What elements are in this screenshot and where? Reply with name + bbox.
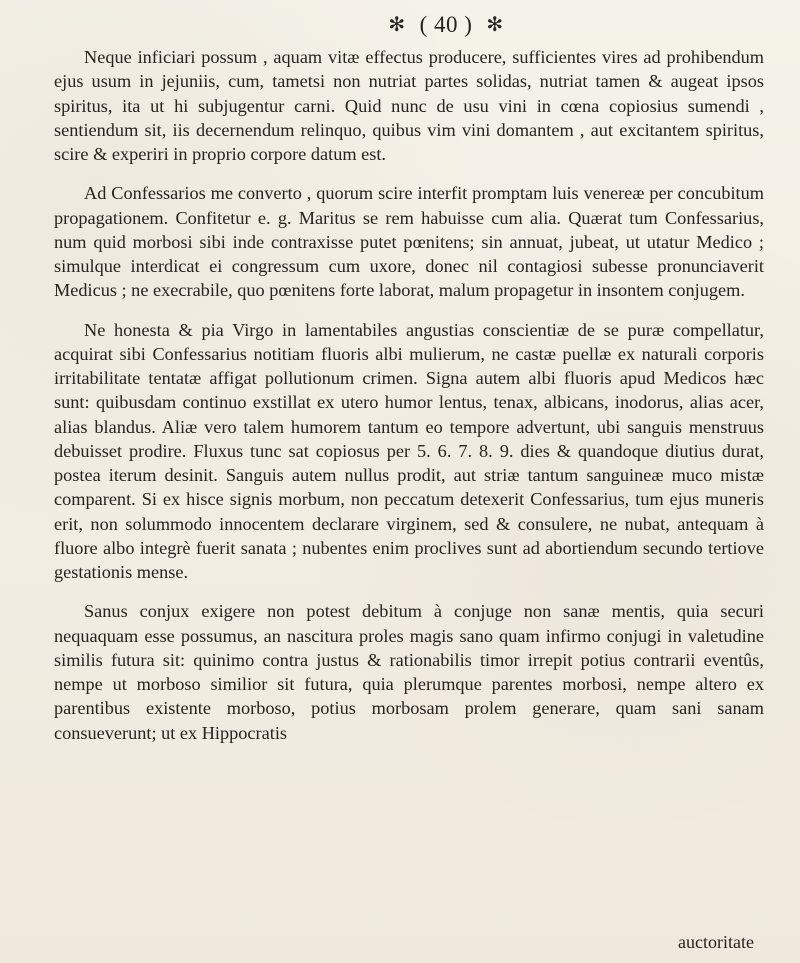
page-number: ( 40 ) [419, 12, 473, 37]
right-ornament-icon: ✻ [486, 14, 504, 36]
paragraph-sanus-conjux: Sanus conjux exigere non potest debitum à conjuge non sanæ mentis, quia securi nequaquam esse possumus, an nascitura proles magis sano quam infirmo conjugi in valetudine similis futura sit: quinimo contra justus & rationabilis timor irrepit potius contrarii eventûs, nempe ut morboso similior sit futura, quia plerumque parentes morbosi, nempe altero ex parentibus existente morboso, potius morbosam prolem generare, quam sani sanam consueverunt; ut ex Hippocratis [54, 601, 764, 743]
paragraph-confessarios: Ad Confessarios me converto , quorum scire interfit promptam luis venereæ per concubitum propagationem. Confitetur e. g. Maritus se rem habuisse cum alia. Quærat tum Confessarius, num quid morbosi sibi inde contraxisse putet pœnitens; sin annuat, jubeat, ut utatur Medico ; simulque interdicat ei congressum cum uxore, donec nil contagiosi subesse pronunciaverit Medicus ; ne execrabile, quo pœnitens forte laborat, malum propagetur in insontem conjugem. [54, 183, 764, 301]
page-header [136, 8, 756, 42]
body-text [54, 45, 764, 745]
paragraph-aqua-vitae: Neque inficiari possum , aquam vitæ effectus producere, sufficientes vires ad prohibendum ejus usum in jejuniis, cum, tametsi non nutriat partes solidas, nutriat tamen & augeat ipsos spiritus, ita ut hi subjugentur carni. Quid nunc de usu vini in cœna copiosius sumendi , sentiendum sit, iis decernendum relinquo, quibus vim vini domantem , aut excitantem spiritus, scire & experiri in proprio corpore datum est. [54, 47, 764, 164]
left-ornament-icon: ✻ [388, 14, 406, 36]
paragraph-fluor-albus: Ne honesta & pia Virgo in lamentabiles angustias conscientiæ de se puræ compellatur, acquirat sibi Confessarius notitiam fluoris albi mulierum, ne castæ puellæ ex naturali corporis irritabilitate tentatæ affigat pollutionum crimen. Signa autem albi fluoris apud Medicos hæc sunt: quibusdam continuo exstillat ex utero humor lentus, tenax, albicans, inodorus, alias acer, alias blandus. Aliæ vero talem humorem tantum eo tempore advertunt, ubi sanguis menstruus debuisset prodire. Fluxus tunc sat copiosus per 5. 6. 7. 8. 9. dies & quandoque diutius durat, postea iterum desinit. Sanguis autem nullus prodit, aut striæ tantum sanguineæ muco mistæ comparent. Si ex hisce signis morbum, non peccatum detexerit Confessarius, tum ejus muneris erit, non solummodo innocentem declarare virginem, sed & consulere, ne nubat, antequam à fluore albo integrè fuerit sanata ; nubentes enim proclives sunt ad abortiendum secundo tertiove gestationis mense. [54, 319, 764, 582]
catchword: auctoritate [678, 932, 754, 952]
